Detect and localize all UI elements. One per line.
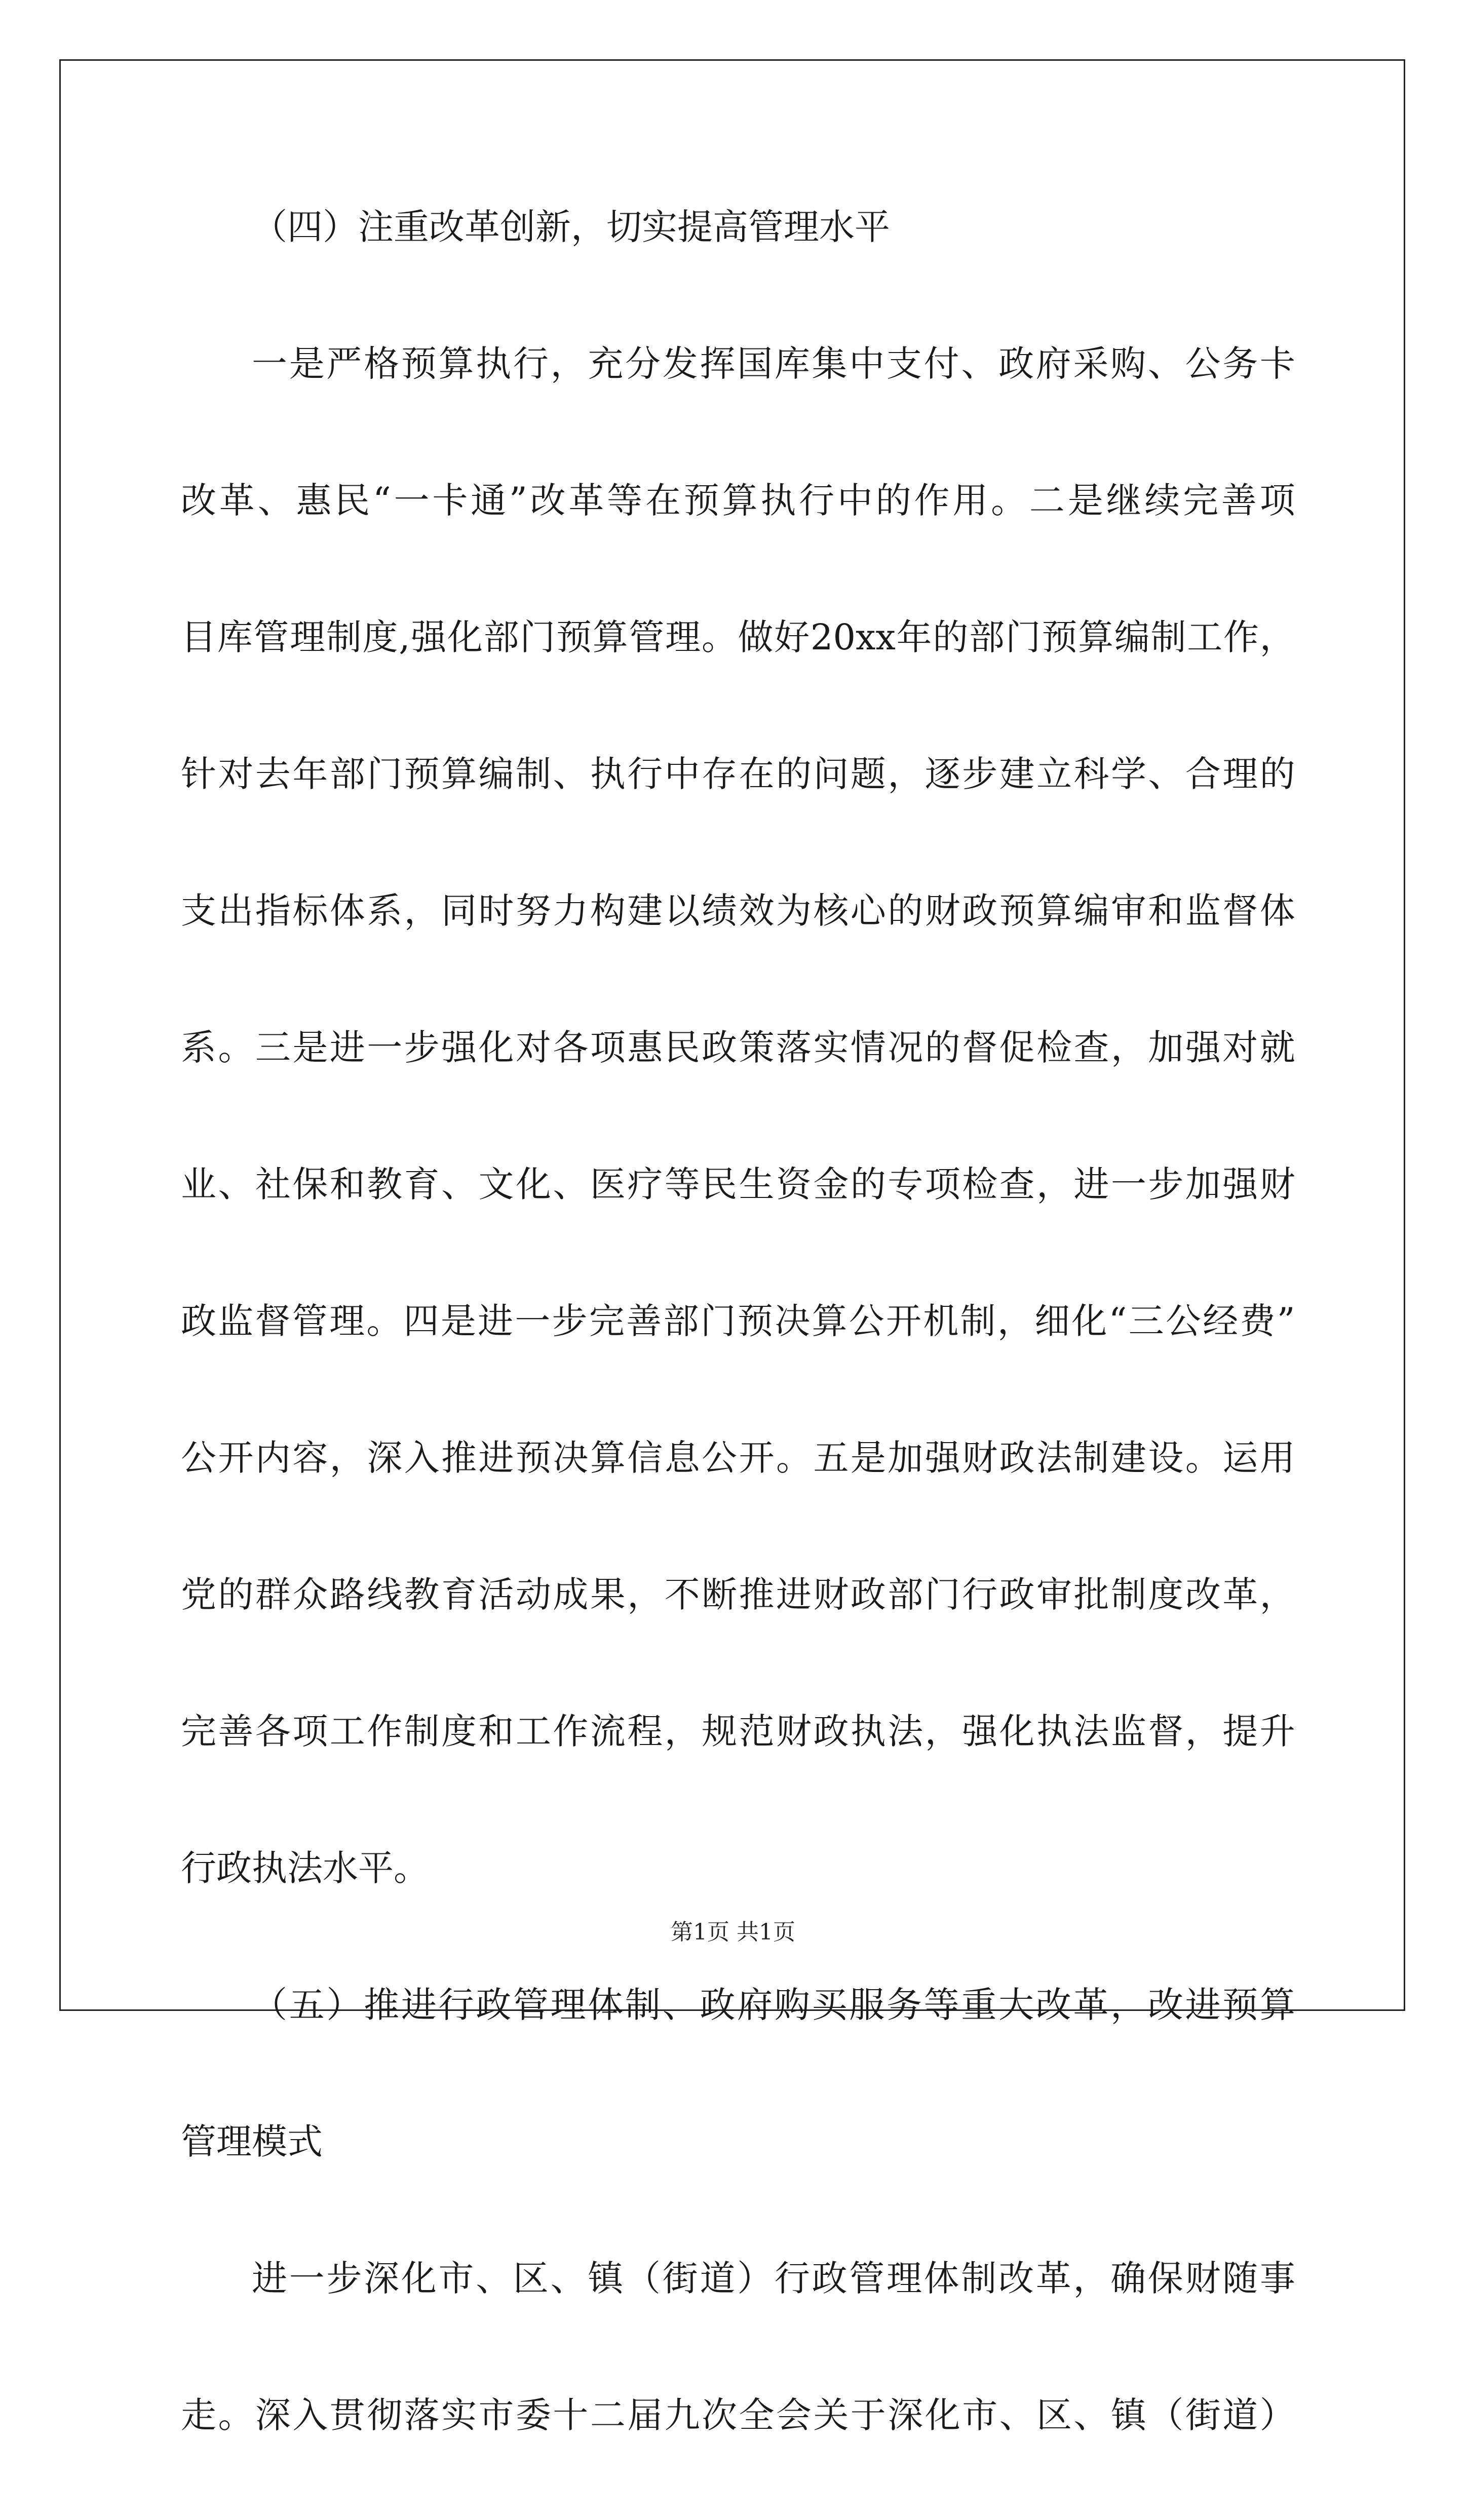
text-line: 政 监 督 管 理 。 四 是 进 一 步 完 善 部 门 预 决 算 公 开 机 制 ， 细 化 “ 三 公 经 费 ”: [181, 1300, 1295, 1342]
text-line: 走 。 深 入 贯 彻 落 实 市 委 十 二 届 九 次 全 会 关 于 深 化 市 、 区 、 镇 （ 街 道 ）: [181, 2394, 1295, 2436]
text-line: 针 对 去 年 部 门 预 算 编 制 、 执 行 中 存 在 的 问 题 ， 逐 步 建 立 科 学 、 合 理 的: [181, 753, 1295, 795]
text-line: 系 。 三 是 进 一 步 强 化 对 各 项 惠 民 政 策 落 实 情 况 的 督 促 检 查 ， 加 强 对 就: [181, 1027, 1295, 1068]
text-line: 进 一 步 深 化 市 、 区 、 镇 （ 街 道 ） 行 政 管 理 体 制 改 革 ， 确 保 财 随 事: [252, 2258, 1295, 2299]
text-line: 一 是 严 格 预 算 执 行 ， 充 分 发 挥 国 库 集 中 支 付 、 政 府 采 购 、 公 务 卡: [252, 343, 1295, 384]
text-line: 管理模式: [181, 2121, 323, 2162]
text-line: 支 出 指 标 体 系 ， 同 时 努 力 构 建 以 绩 效 为 核 心 的 财 政 预 算 编 审 和 监 督 体: [181, 890, 1295, 932]
text-line: 业 、 社 保 和 教 育 、 文 化 、 医 疗 等 民 生 资 金 的 专 项 检 查 ， 进 一 步 加 强 财: [181, 1164, 1295, 1205]
document-body: [181, 195, 1295, 2520]
text-line: 行政执法水平。: [181, 1847, 429, 1889]
text-line: 公 开 内 容 ， 深 入 推 进 预 决 算 信 息 公 开 。 五 是 加 强 财 政 法 制 建 设 。 运 用: [181, 1437, 1295, 1479]
text-line: 目 库 管 理 制 度 , 强 化 部 门 预 算 管 理 。 做 好 20xx 年 的 部 门 预 算 编 制 工 作 ，: [181, 616, 1295, 658]
text-line: 党 的 群 众 路 线 教 育 活 动 成 果 ， 不 断 推 进 财 政 部 门 行 政 审 批 制 度 改 革 ，: [181, 1574, 1295, 1615]
text-line: （四）注重改革创新，切实提高管理水平: [252, 206, 890, 248]
text-line: 改 革 、 惠 民 “ 一 卡 通 ” 改 革 等 在 预 算 执 行 中 的 作 用 。 二 是 继 续 完 善 项: [181, 480, 1295, 521]
text-line: 完 善 各 项 工 作 制 度 和 工 作 流 程 ， 规 范 财 政 执 法 ， 强 化 执 法 监 督 ， 提 升: [181, 1711, 1295, 1752]
text-line: （ 五 ） 推 进 行 政 管 理 体 制 、 政 府 购 买 服 务 等 重 大 改 革 ， 改 进 预 算: [252, 1984, 1295, 2026]
page-footer: 第1页 共1页: [671, 1919, 795, 1945]
